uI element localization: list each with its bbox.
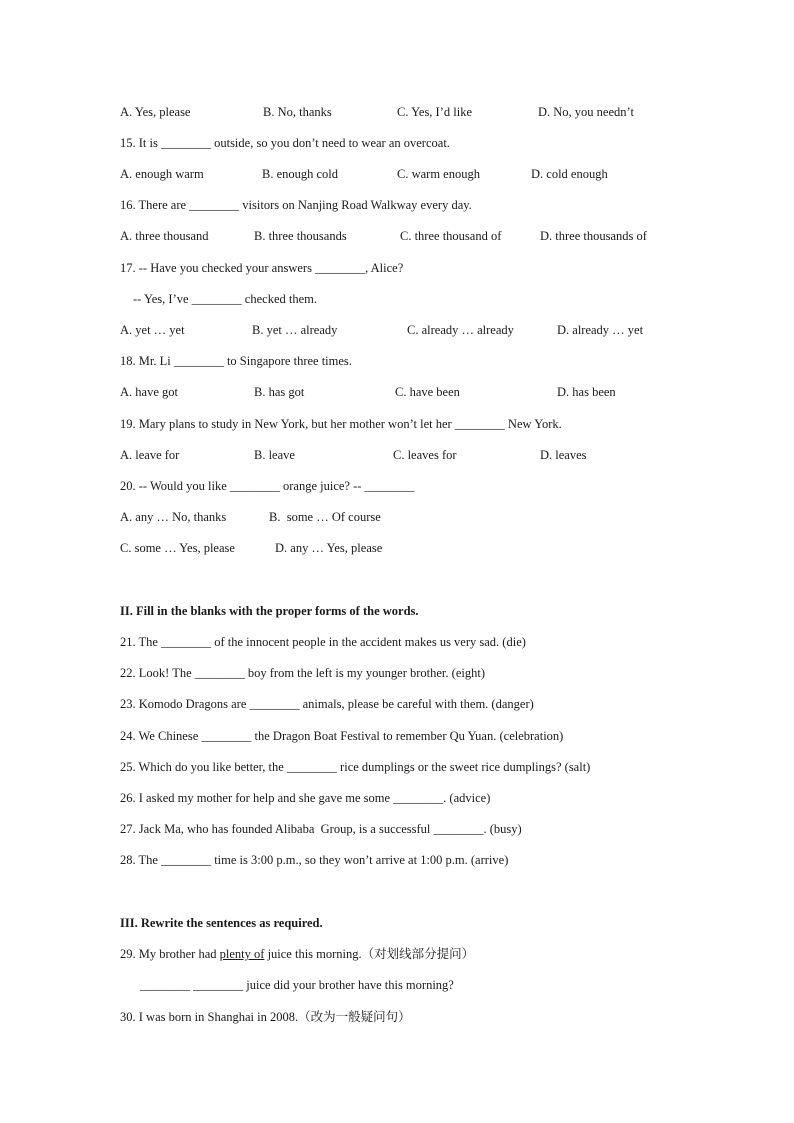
q15-option-d: D. cold enough [531,167,608,181]
q17-stem: 17. -- Have you checked your answers ________, Alice? [120,261,404,275]
q17-stem-reply: -- Yes, I’ve ________ checked them. [133,292,317,306]
q16-stem: 16. There are ________ visitors on Nanjing Road Walkway every day. [120,198,472,212]
q20-option-c: C. some … Yes, please [120,541,235,555]
q16-option-b: B. three thousands [254,229,347,243]
q21: 21. The ________ of the innocent people in the accident makes us very sad. (die) [120,635,526,649]
q19-option-a: A. leave for [120,448,180,462]
q19-option-d: D. leaves [540,448,587,462]
q20-option-a: A. any … No, thanks [120,510,227,524]
q17-option-c: C. already … already [407,323,514,337]
q19-option-c: C. leaves for [393,448,457,462]
q20-option-d: D. any … Yes, please [275,541,383,555]
section-2-heading: II. Fill in the blanks with the proper forms of the words. [120,604,419,618]
q28: 28. The ________ time is 3:00 p.m., so they won’t arrive at 1:00 p.m. (arrive) [120,853,509,867]
q19-option-b: B. leave [254,448,295,462]
q14-option-b: B. No, thanks [263,105,332,119]
q22: 22. Look! The ________ boy from the left is my younger brother. (eight) [120,666,485,680]
q23: 23. Komodo Dragons are ________ animals, please be careful with them. (danger) [120,697,534,711]
q29-text-pre: 29. My brother had [120,947,220,961]
section-3-heading: III. Rewrite the sentences as required. [120,916,323,930]
q16-option-d: D. three thousands of [540,229,647,243]
q29-text-post: juice this morning.（对划线部分提问） [264,947,475,961]
q14-option-d: D. No, you needn’t [538,105,634,119]
q26: 26. I asked my mother for help and she gave me some ________. (advice) [120,791,491,805]
q20-option-b: B. some … Of course [269,510,381,524]
q18-stem: 18. Mr. Li ________ to Singapore three times. [120,354,352,368]
q18-option-c: C. have been [395,385,460,399]
q25: 25. Which do you like better, the ________ rice dumplings or the sweet rice dumplings? (salt) [120,760,591,774]
q18-option-b: B. has got [254,385,305,399]
q18-option-d: D. has been [557,385,616,399]
q16-option-c: C. three thousand of [400,229,502,243]
q14-option-a: A. Yes, please [120,105,191,119]
q18-option-a: A. have got [120,385,178,399]
q15-option-a: A. enough warm [120,167,204,181]
q17-option-b: B. yet … already [252,323,338,337]
q16-option-a: A. three thousand [120,229,209,243]
q19-stem: 19. Mary plans to study in New York, but her mother won’t let her ________ New York. [120,417,562,431]
q30: 30. I was born in Shanghai in 2008.（改为一般疑问句） [120,1010,411,1024]
q29-answer-line: ________ ________ juice did your brother have this morning? [140,978,454,992]
q17-option-a: A. yet … yet [120,323,185,337]
q15-option-c: C. warm enough [397,167,480,181]
q15-option-b: B. enough cold [262,167,339,181]
q15-stem: 15. It is ________ outside, so you don’t need to wear an overcoat. [120,136,450,150]
q20-stem: 20. -- Would you like ________ orange juice? -- ________ [120,479,415,493]
q14-option-c: C. Yes, I’d like [397,105,473,119]
q29 [120,946,474,962]
q27: 27. Jack Ma, who has founded Alibaba Group, is a successful ________. (busy) [120,822,522,836]
q17-option-d: D. already … yet [557,323,644,337]
q24: 24. We Chinese ________ the Dragon Boat Festival to remember Qu Yuan. (celebration) [120,729,564,743]
q29-underlined-text: plenty of [219,947,265,961]
